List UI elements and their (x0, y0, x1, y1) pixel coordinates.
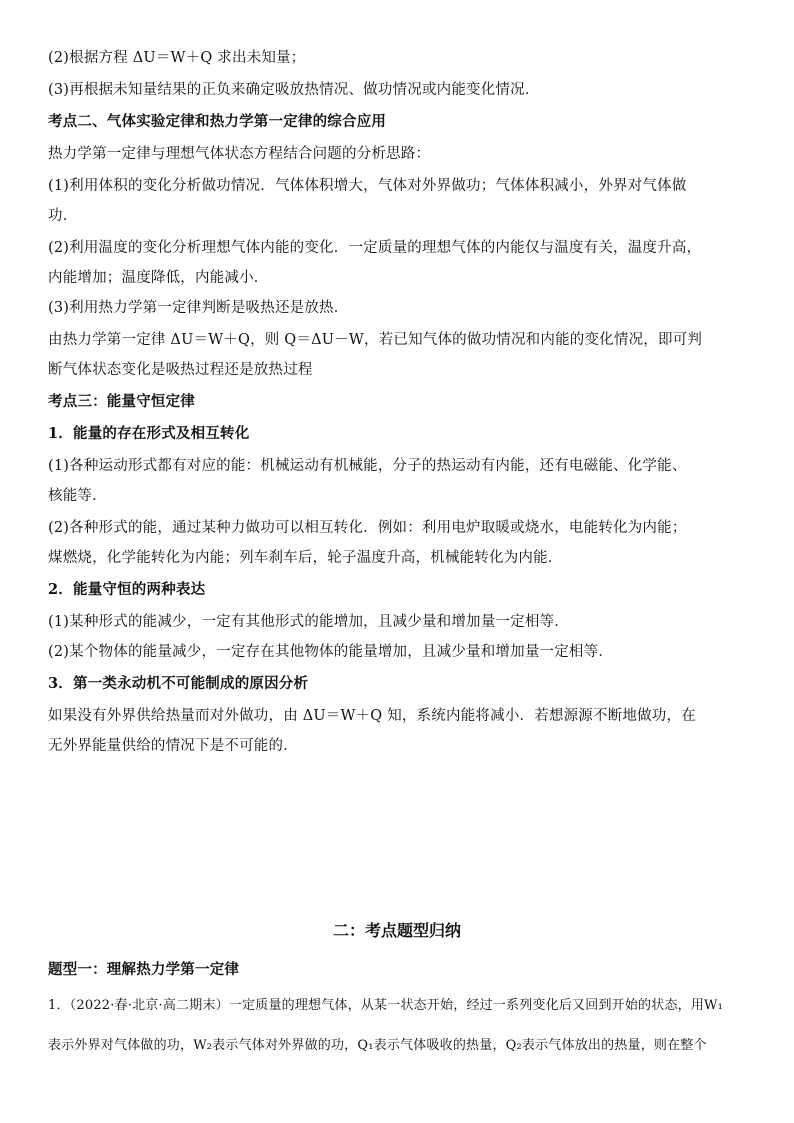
text-line: 无外界能量供给的情况下是不可能的． (48, 738, 298, 754)
text-line: (2)根据方程 ΔU＝W＋Q 求出未知量； (48, 50, 306, 66)
section-title: 二：考点题型归纳 (332, 921, 461, 940)
text-line: 煤燃烧，化学能转化为内能；列车刹车后，轮子温度升高，机械能转化为内能． (48, 550, 563, 566)
text-line: (2)各种形式的能，通过某种力做功可以相互转化．例如：利用电炉取暖或烧水，电能转化为内能； (48, 520, 687, 536)
text-line: 如果没有外界供给热量而对外做功，由 ΔU＝W＋Q 知，系统内能将减小．若想源源不断地做功，在 (48, 708, 696, 724)
question-type-title: 题型一：理解热力学第一定律 (48, 961, 240, 978)
section-heading-kaodian-2: 考点二、气体实验定律和热力学第一定律的综合应用 (48, 113, 387, 130)
text-line: (3)再根据未知量结果的正负来确定吸放热情况、做功情况或内能变化情况． (48, 82, 540, 98)
subheading: 3．第一类永动机不可能制成的原因分析 (48, 675, 309, 692)
text-line: (1)各种运动形式都有对应的能：机械运动有机械能，分子的热运动有内能，还有电磁能、化学能、 (48, 458, 687, 474)
text-line: 热力学第一定律与理想气体状态方程结合问题的分析思路： (48, 146, 431, 162)
question-line: 1．（2022·春·北京·高二期末）一定质量的理想气体，从某一状态开始，经过一系列变化后又回到开始的状态，用W₁ (48, 998, 724, 1013)
text-line: 内能增加；温度降低，内能减小． (48, 270, 269, 286)
text-line: (2)某个物体的能量减少，一定存在其他物体的能量增加，且减少量和增加量一定相等． (48, 644, 614, 660)
subheading: 2．能量守恒的两种表达 (48, 581, 206, 598)
text-line: 由热力学第一定律 ΔU＝W＋Q，则 Q＝ΔU－W，若已知气体的做功情况和内能的变化情况，即可判 (48, 332, 703, 348)
section-heading-kaodian-3: 考点三：能量守恒定律 (48, 393, 195, 410)
subheading: 1．能量的存在形式及相互转化 (48, 425, 250, 442)
text-line: 核能等． (48, 488, 107, 504)
text-line: (3)利用热力学第一定律判断是吸热还是放热． (48, 300, 349, 316)
text-line: (1)某种形式的能减少，一定有其他形式的能增加，且减少量和增加量一定相等． (48, 614, 569, 630)
text-line: 功． (48, 208, 78, 224)
text-line: 断气体状态变化是吸热过程还是放热过程 (48, 362, 313, 378)
text-line: (2)利用温度的变化分析理想气体内能的变化．一定质量的理想气体的内能仅与温度有关，温度升高， (48, 240, 702, 256)
question-line: 表示外界对气体做的功，W₂表示气体对外界做的功，Q₁表示气体吸收的热量，Q₂表示气体放出的热量，则在整个 (48, 1038, 707, 1053)
text-line: (1)利用体积的变化分析做功情况．气体体积增大，气体对外界做功；气体体积减小，外界对气体做 (48, 178, 687, 194)
